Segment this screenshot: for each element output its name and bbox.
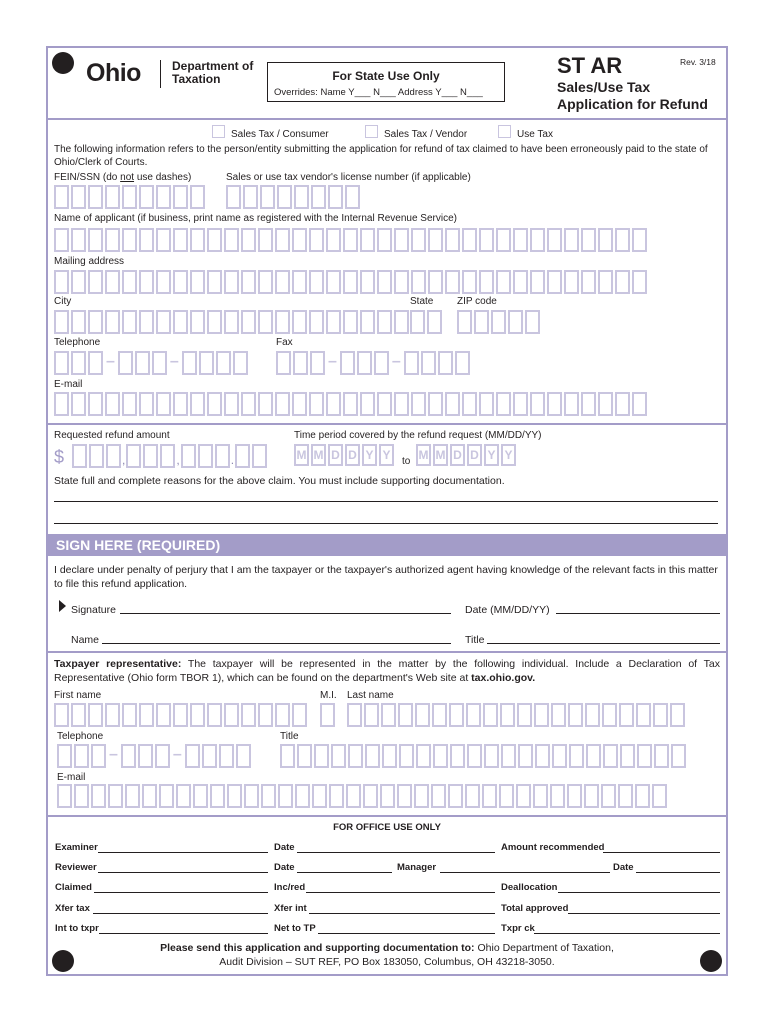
incred-label: Inc/red	[274, 882, 306, 893]
rep-title-input[interactable]	[280, 744, 686, 768]
last-name-label: Last name	[347, 690, 394, 701]
office-use-title: FOR OFFICE USE ONLY	[333, 822, 441, 833]
amount-recommended-line[interactable]	[603, 852, 720, 853]
rep-last-name-input[interactable]	[347, 703, 685, 727]
email-label: E-mail	[54, 379, 83, 390]
deallocation-line[interactable]	[558, 892, 720, 893]
date-label: Date (MM/DD/YY)	[465, 604, 550, 616]
reasons-line[interactable]	[54, 523, 718, 524]
zip-input[interactable]	[457, 310, 540, 334]
consumer-label: Sales Tax / Consumer	[231, 129, 329, 140]
date-line[interactable]	[556, 613, 720, 614]
reasons-instruction: State full and complete reasons for the above claim. You must include supporting documentation.	[54, 475, 505, 487]
fein-input[interactable]	[54, 185, 205, 209]
revision: Rev. 3/18	[680, 57, 716, 67]
fax-label: Fax	[276, 337, 293, 348]
rep-first-name-input[interactable]	[54, 703, 307, 727]
use-tax-checkbox[interactable]	[498, 125, 511, 138]
net-to-tp-line[interactable]	[318, 933, 495, 934]
declaration-text: I declare under penalty of perjury that I am the taxpayer or the taxpayer's authorized agent having knowledge of the relevant facts in this matter to file this refund application.	[54, 564, 718, 590]
mailing-instructions: Please send this application and supporting documentation to: Ohio Department of Taxation, Audit Division – SUT REF, PO Box 183050, Columbus, OH 43218-3050.	[160, 942, 614, 968]
reviewer-line[interactable]	[98, 872, 268, 873]
xfer-int-line[interactable]	[309, 913, 495, 914]
manager-date-label: Date	[613, 862, 634, 873]
logo-divider	[160, 60, 161, 88]
title-line[interactable]	[487, 643, 720, 644]
amount-recommended-label: Amount recommended	[501, 842, 605, 853]
xfer-int-label: Xfer int	[274, 903, 307, 914]
vendor-license-input[interactable]	[226, 185, 360, 209]
total-approved-line[interactable]	[568, 913, 720, 914]
section-divider	[48, 651, 726, 653]
claimed-line[interactable]	[94, 892, 268, 893]
xfer-tax-label: Xfer tax	[55, 903, 90, 914]
city-input[interactable]	[54, 310, 409, 334]
use-tax-label: Use Tax	[517, 129, 553, 140]
int-to-txpr-label: Int to txpr	[55, 923, 99, 934]
rep-mi-input[interactable]	[320, 703, 335, 727]
section-divider	[48, 118, 726, 120]
consumer-checkbox[interactable]	[212, 125, 225, 138]
mailing-address-label: Mailing address	[54, 256, 125, 267]
rep-email-input[interactable]	[57, 784, 667, 808]
rep-title-label: Title	[280, 731, 299, 742]
manager-label: Manager	[397, 862, 437, 873]
period-to-label: to	[402, 456, 411, 467]
zip-label: ZIP code	[457, 296, 497, 307]
vendor-license-label: Sales or use tax vendor's license number (if applicable)	[226, 172, 471, 183]
overrides-text: Overrides: Name Y___ N___ Address Y___ N___	[274, 87, 483, 98]
mi-label: M.I.	[320, 690, 337, 701]
state-label: State	[410, 296, 434, 307]
signature-line[interactable]	[120, 613, 451, 614]
arrow-icon	[59, 600, 66, 612]
telephone-label: Telephone	[54, 337, 101, 348]
signature-label: Signature	[71, 604, 116, 616]
applicant-name-label: Name of applicant (if business, print name as registered with the Internal Revenue Service)	[54, 213, 457, 224]
office-date-label: Date	[274, 842, 295, 853]
examiner-label: Examiner	[55, 842, 98, 853]
claimed-label: Claimed	[55, 882, 92, 893]
name-line[interactable]	[102, 643, 451, 644]
txpr-ck-line[interactable]	[534, 933, 720, 934]
state-use-box	[267, 62, 505, 102]
refund-amount-input[interactable]: , , .	[72, 444, 267, 468]
state-use-title: For State Use Only	[332, 69, 440, 83]
net-to-tp-label: Net to TP	[274, 923, 316, 934]
rep-email-label: E-mail	[57, 772, 86, 783]
mailing-address-input[interactable]	[54, 270, 647, 294]
ohio-logo: Ohio	[86, 59, 141, 87]
department-name: Department of Taxation	[172, 59, 254, 86]
telephone-input[interactable]: – –	[54, 351, 248, 375]
incred-line[interactable]	[306, 892, 495, 893]
form-title: Sales/Use Tax Application for Refund	[557, 79, 708, 112]
representative-text: Taxpayer representative: The taxpayer will be represented in the matter by the following individual. Include a Declaration of Tax Representative (Ohio form TBOR 1), which can be found on the department's Web site at tax.ohio.gov.	[54, 658, 720, 684]
office-date-line[interactable]	[297, 852, 495, 853]
title-label: Title	[465, 634, 485, 646]
reviewer-label: Reviewer	[55, 862, 97, 873]
xfer-tax-line[interactable]	[93, 913, 268, 914]
manager-line[interactable]	[440, 872, 610, 873]
int-to-txpr-line[interactable]	[99, 933, 268, 934]
vendor-checkbox[interactable]	[365, 125, 378, 138]
city-label: City	[54, 296, 72, 307]
fein-label: FEIN/SSN (do not use dashes)	[54, 172, 192, 183]
fax-input[interactable]: – –	[276, 351, 470, 375]
intro-text: The following information refers to the person/entity submitting the application for refund of tax claimed to have been erroneously paid to the state of Ohio/Clerk of Courts.	[54, 144, 708, 168]
period-end-input[interactable]: M M D D Y Y	[416, 444, 516, 466]
office-date-line[interactable]	[297, 872, 392, 873]
total-approved-label: Total approved	[501, 903, 569, 914]
txpr-ck-label: Txpr ck	[501, 923, 535, 934]
office-date-label: Date	[274, 862, 295, 873]
section-divider	[48, 815, 726, 817]
reasons-line[interactable]	[54, 501, 718, 502]
manager-date-line[interactable]	[636, 872, 720, 873]
email-input[interactable]	[54, 392, 647, 416]
deallocation-label: Deallocation	[501, 882, 558, 893]
form-id: ST AR	[557, 53, 623, 78]
rep-telephone-input[interactable]: – –	[57, 744, 251, 768]
first-name-label: First name	[54, 690, 102, 701]
dollar-sign: $	[54, 447, 65, 467]
registration-dot	[52, 52, 74, 74]
vendor-label: Sales Tax / Vendor	[384, 129, 468, 140]
rep-telephone-label: Telephone	[57, 731, 104, 742]
applicant-name-input[interactable]	[54, 228, 647, 252]
sign-here-banner: SIGN HERE (REQUIRED)	[48, 534, 726, 556]
examiner-line[interactable]	[98, 852, 268, 853]
time-period-label: Time period covered by the refund request (MM/DD/YY)	[294, 430, 542, 441]
name-label: Name	[71, 634, 100, 646]
period-start-input[interactable]: M M D D Y Y	[294, 444, 394, 466]
state-input[interactable]	[410, 310, 442, 334]
section-divider	[48, 423, 726, 425]
refund-amount-label: Requested refund amount	[54, 430, 170, 441]
